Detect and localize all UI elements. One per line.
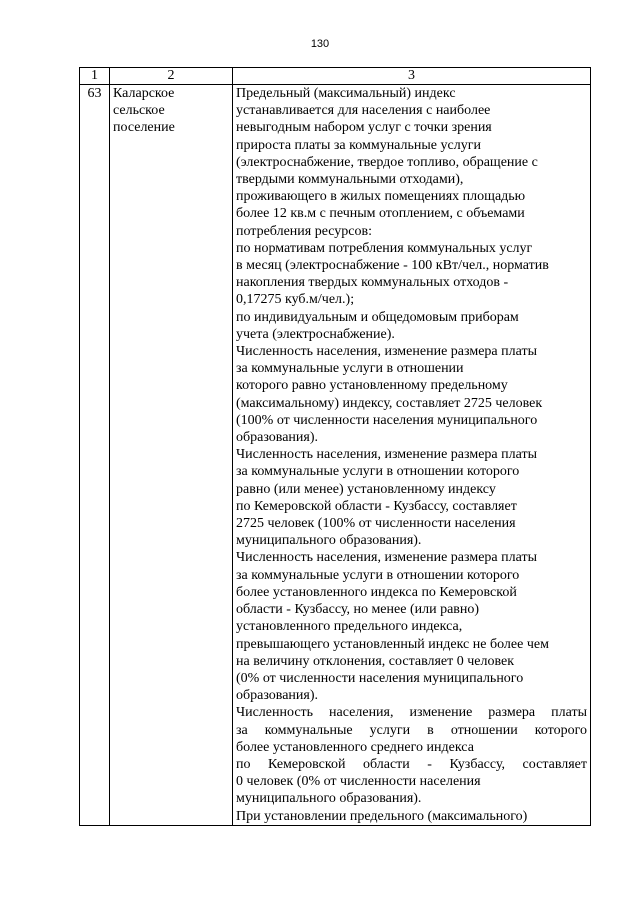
text-line: равно (или менее) установленному индексу: [236, 481, 496, 497]
text-line: образования).: [236, 688, 319, 704]
text-line: невыгодным набором услуг с точки зрения: [236, 120, 492, 136]
text-line: потребления ресурсов:: [236, 223, 373, 239]
text-line: (электроснабжение, твердое топливо, обращение с: [236, 154, 538, 170]
index-description: [233, 85, 591, 826]
text-line: в месяц (электроснабжение - 100 кВт/чел., норматив: [236, 258, 549, 274]
text-line: прироста платы за коммунальные услуги: [236, 137, 481, 153]
row-number: 63: [80, 85, 110, 826]
text-line: учета (электроснабжение).: [236, 326, 395, 342]
text-line: более 12 кв.м с печным отоплением, с объемами: [236, 206, 525, 222]
column-header-3: 3: [233, 68, 591, 85]
text-line: 0 человек (0% от численности населения: [236, 774, 481, 790]
text-line: установленного предельного индекса,: [236, 619, 463, 635]
text-line: твердыми коммунальными отходами),: [236, 172, 464, 188]
text-line: Предельный (максимальный) индекс: [236, 86, 456, 101]
text-line: (максимальному) индексу, составляет 2725 человек: [236, 395, 543, 411]
text-line: 2725 человек (100% от численности населения: [236, 516, 516, 532]
text-line: Численность населения, изменение размера платы: [236, 705, 587, 721]
page-number: 130: [310, 38, 330, 50]
text-line: (100% от численности населения муниципального: [236, 412, 538, 428]
text-line: муниципального образования).: [236, 791, 422, 807]
text-line: Численность населения, изменение размера платы: [236, 344, 537, 360]
text-line: по Кемеровской области - Кузбассу, составляет: [236, 756, 587, 772]
municipality-name: [110, 85, 233, 826]
text-line: Численность населения, изменение размера платы: [236, 447, 537, 463]
table-header-row: [80, 68, 591, 85]
municipality-name-line: поселение: [113, 120, 175, 136]
column-header-2: 2: [110, 68, 233, 85]
text-line: Численность населения, изменение размера платы: [236, 550, 537, 566]
tariff-index-table: [79, 67, 591, 826]
municipality-name-line: сельское: [113, 103, 165, 119]
text-line: превышающего установленный индекс не более чем: [236, 636, 549, 652]
text-line: муниципального образования).: [236, 533, 422, 549]
text-line: области - Кузбассу, но менее (или равно): [236, 602, 480, 618]
text-line: более установленного среднего индекса: [236, 739, 474, 755]
text-line: 0,17275 куб.м/чел.);: [236, 292, 355, 308]
text-line: за коммунальные услуги в отношении которого: [236, 722, 587, 738]
text-line: на величину отклонения, составляет 0 человек: [236, 653, 515, 669]
text-line: накопления твердых коммунальных отходов -: [236, 275, 509, 291]
text-line: по нормативам потребления коммунальных услуг: [236, 240, 533, 256]
text-line: за коммунальные услуги в отношении которого: [236, 567, 520, 583]
text-line: за коммунальные услуги в отношении: [236, 361, 464, 377]
text-line: образования).: [236, 430, 319, 446]
table-row: [80, 85, 591, 826]
text-line: которого равно установленному предельному: [236, 378, 508, 394]
text-line: более установленного индекса по Кемеровской: [236, 584, 517, 600]
text-line: устанавливается для населения с наиболее: [236, 103, 491, 119]
text-line: по индивидуальным и общедомовым приборам: [236, 309, 519, 325]
text-line: за коммунальные услуги в отношении которого: [236, 464, 520, 480]
text-line: (0% от численности населения муниципального: [236, 670, 524, 686]
column-header-1: 1: [80, 68, 110, 85]
text-line: по Кемеровской области - Кузбассу, составляет: [236, 498, 517, 514]
text-line: При установлении предельного (максимального): [236, 808, 528, 824]
municipality-name-line: Каларское: [113, 86, 175, 101]
text-line: проживающего в жилых помещениях площадью: [236, 189, 526, 205]
